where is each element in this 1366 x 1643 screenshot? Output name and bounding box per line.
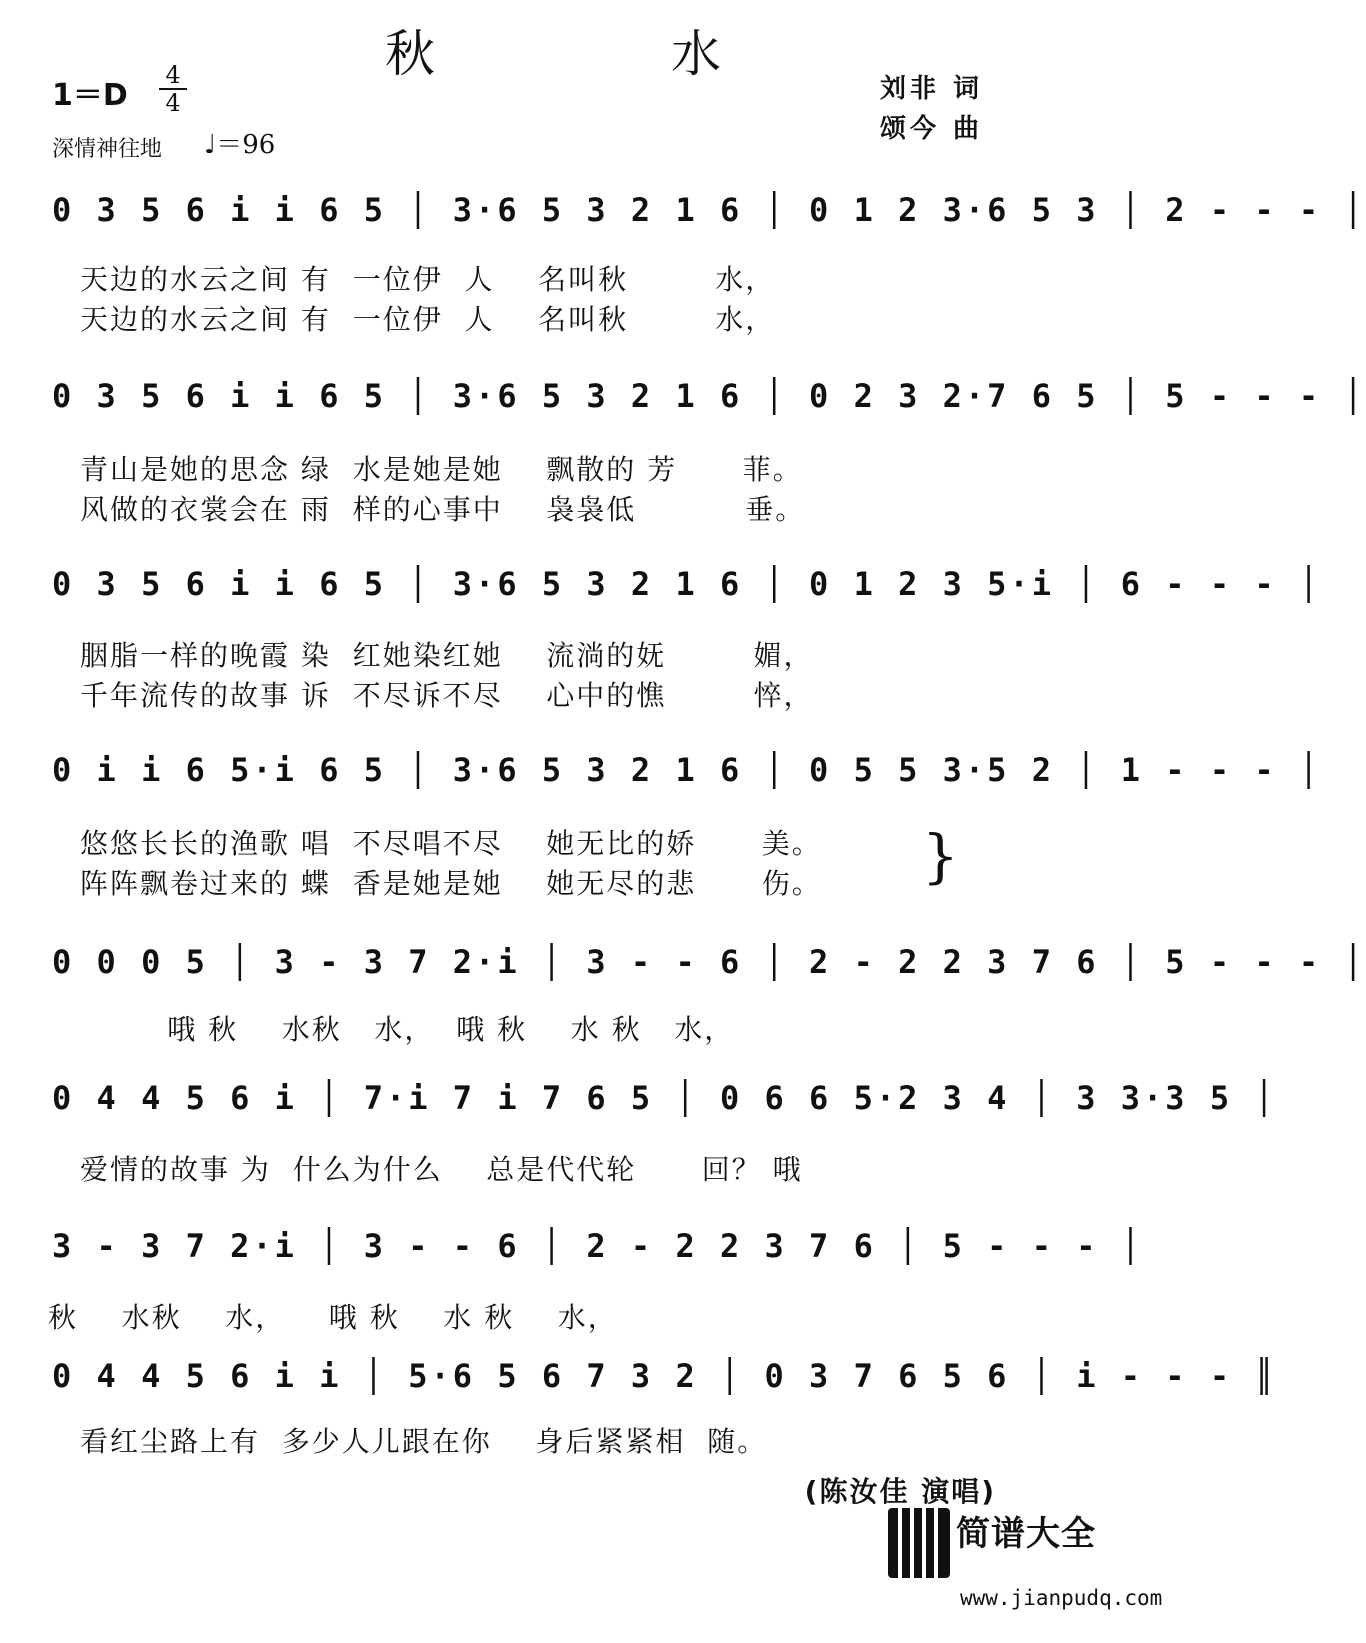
lyricist-credit: 刘非 词 (880, 74, 984, 104)
page-title: 秋 水 (385, 25, 831, 83)
singer-credit: (陈汝佳 演唱) (804, 1475, 996, 1508)
notation-row-7: 3 - 3 7 2·i │ 3 - - 6 │ 2 - 2 2 3 7 6 │ 5 - - - │ (52, 1227, 1144, 1265)
notation-row-2: 0 3 5 6 i i 6 5 │ 3·6 5 3 2 1 6 │ 0 2 3 2·7 6 5 │ 5 - - - │ (52, 377, 1366, 415)
logo-url: www.jianpudq.com (960, 1586, 1163, 1610)
repeat-brace: } (922, 822, 959, 890)
notation-row-1: 0 3 5 6 i i 6 5 │ 3·6 5 3 2 1 6 │ 0 1 2 3·6 5 3 │ 2 - - - │ (52, 191, 1366, 229)
lyric-row-2b: 风做的衣裳会在 雨 样的心事中 袅袅低 垂。 (80, 493, 806, 526)
notation-row-3: 0 3 5 6 i i 6 5 │ 3·6 5 3 2 1 6 │ 0 1 2 3 5·i │ 6 - - - │ (52, 565, 1322, 603)
expression-mark: 深情神往地 (52, 137, 163, 162)
lyric-row-6: 爱情的故事 为 什么为什么 总是代代轮 回？ 哦 (80, 1153, 803, 1186)
lyric-row-4b: 阵阵飘卷过来的 蝶 香是她是她 她无尽的悲 伤。 (80, 867, 822, 900)
notation-row-5: 0 0 0 5 │ 3 - 3 7 2·i │ 3 - - 6 │ 2 - 2 2 3 7 6 │ 5 - - - │ (52, 943, 1366, 981)
notation-row-8: 0 4 4 5 6 i i │ 5·6 5 6 7 3 2 │ 0 3 7 6 5 6 │ i - - - ║ (52, 1357, 1277, 1395)
time-signature-numerator: 4 (165, 61, 181, 89)
lyric-row-3b: 千年流传的故事 诉 不尽诉不尽 心中的憔 悴， (80, 679, 814, 712)
notation-row-4: 0 i i 6 5·i 6 5 │ 3·6 5 3 2 1 6 │ 0 5 5 3·5 2 │ 1 - - - │ (52, 751, 1322, 789)
logo-text: 简谱大全 (956, 1514, 1096, 1554)
tempo-mark: ♩＝96 (204, 130, 276, 160)
lyric-row-2a: 青山是她的思念 绿 水是她是她 飘散的 芳 菲。 (80, 453, 803, 486)
lyric-row-1a: 天边的水云之间 有 一位伊 人 名叫秋 水， (80, 263, 776, 296)
time-signature (158, 62, 188, 116)
notation-row-6: 0 4 4 5 6 i │ 7·i 7 i 7 6 5 │ 0 6 6 5·2 3 4 │ 3 3·3 5 │ (52, 1079, 1277, 1117)
lyric-row-3a: 胭脂一样的晚霞 染 红她染红她 流淌的妩 媚， (80, 639, 814, 672)
lyric-row-1b: 天边的水云之间 有 一位伊 人 名叫秋 水， (80, 303, 776, 336)
composer-credit: 颂今 曲 (880, 114, 984, 144)
lyric-row-4a: 悠悠长长的渔歌 唱 不尽唱不尽 她无比的娇 美。 (80, 827, 822, 860)
site-logo (888, 1500, 1163, 1635)
lyric-row-7: 秋 水秋 水， 哦 秋 水 秋 水， (48, 1301, 618, 1334)
lyric-row-8: 看红尘路上有 多少人儿跟在你 身后紧紧相 随。 (80, 1425, 768, 1458)
key-signature: 1＝D (52, 78, 128, 113)
time-signature-denominator: 4 (165, 89, 181, 117)
piano-keys-icon (888, 1508, 950, 1578)
lyric-row-5: 哦 秋 水秋 水， 哦 秋 水 秋 水， (80, 1013, 735, 1046)
